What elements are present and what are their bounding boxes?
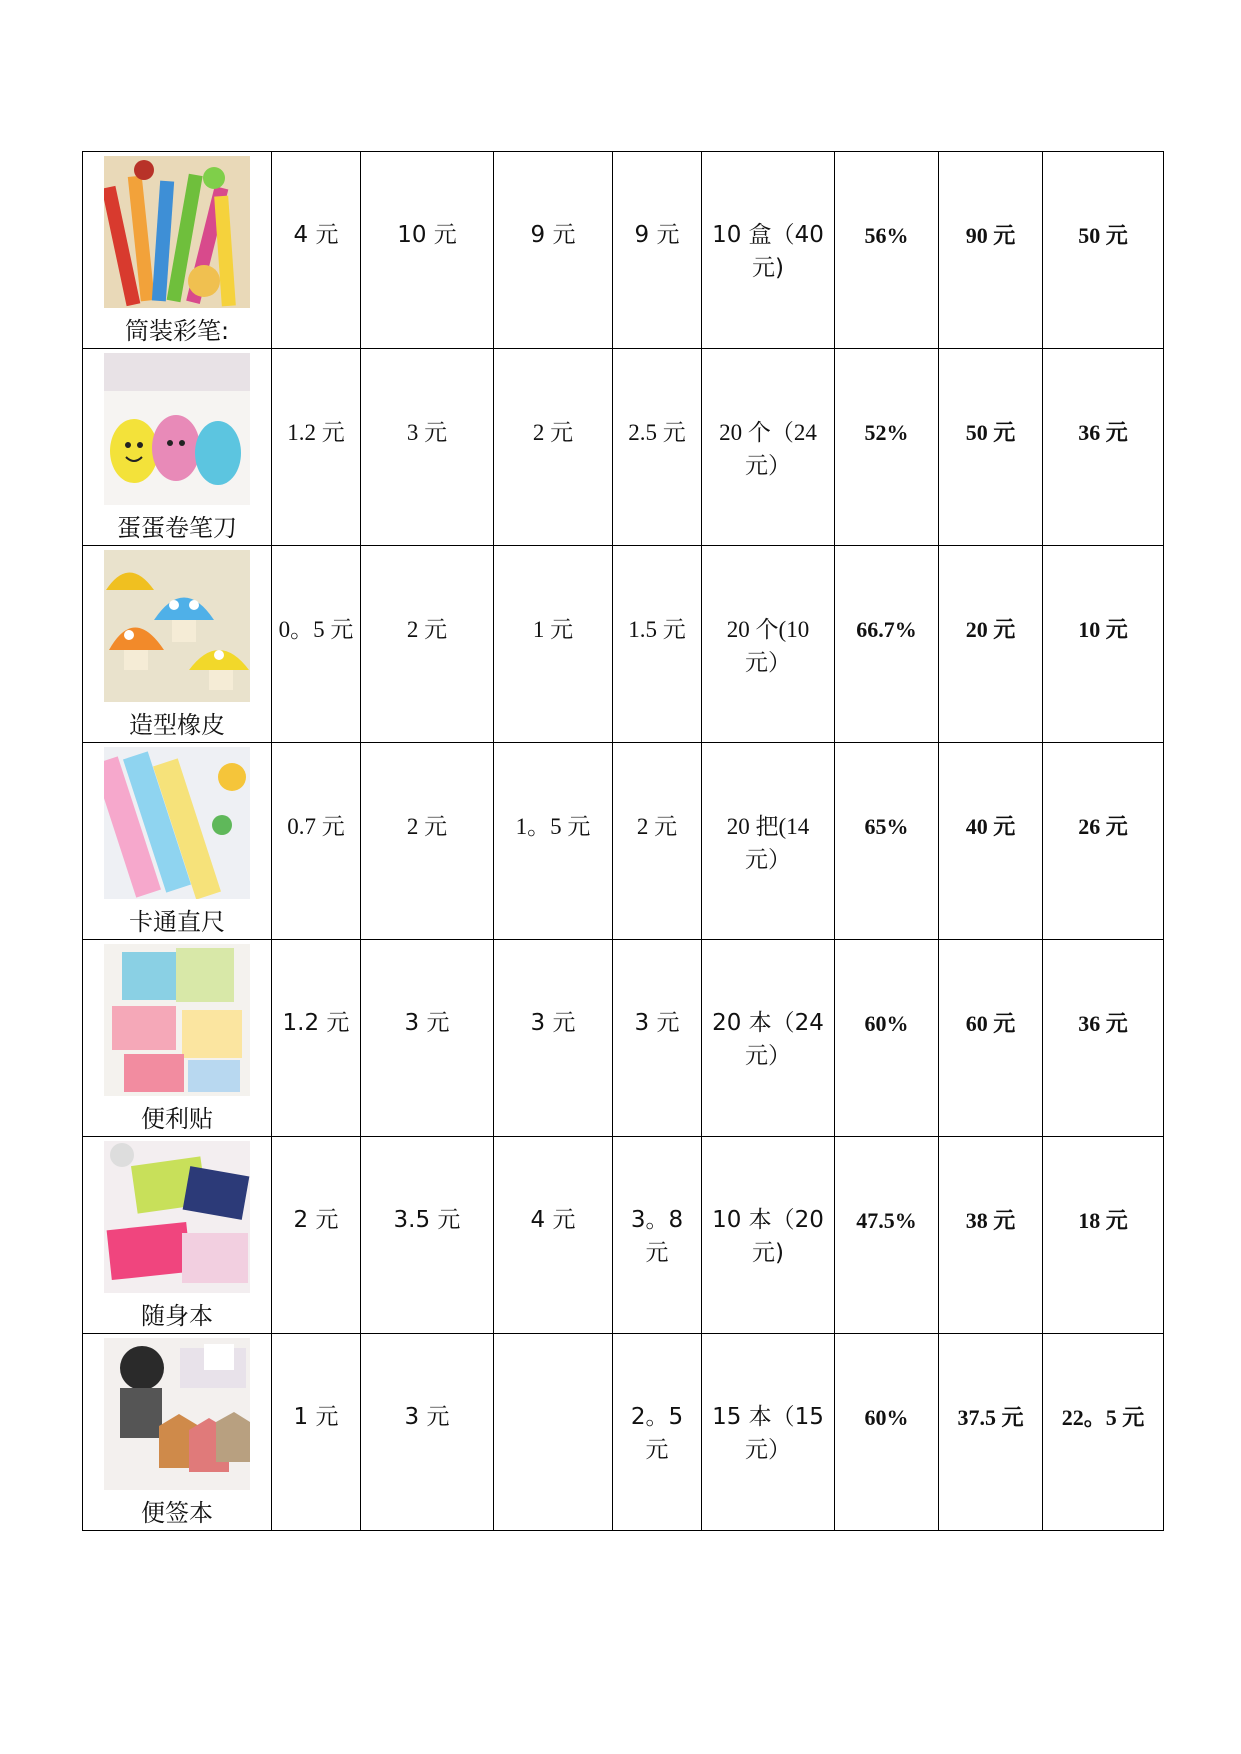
tube-color-pens-icon <box>104 156 250 308</box>
product-name: 随身本 <box>141 1302 213 1330</box>
table-row <box>83 349 1164 546</box>
cell-text: 38 元 <box>965 1208 1016 1233</box>
cell-text: 60% <box>864 1405 909 1430</box>
cell-text: 52% <box>864 420 909 445</box>
unit-price-cell <box>361 349 494 546</box>
product-name: 筒装彩笔: <box>124 317 230 345</box>
unit-price-cell <box>361 940 494 1137</box>
profit-rate-cell <box>835 940 939 1137</box>
cell-text: 10 元 <box>1078 617 1128 642</box>
product-name: 便利贴 <box>141 1105 213 1133</box>
cell-text: 90 元 <box>965 223 1016 248</box>
cell-text: 20 元 <box>965 617 1016 642</box>
sale-price-cell <box>613 940 702 1137</box>
sale-price-cell <box>613 349 702 546</box>
product-cell <box>83 940 272 1137</box>
cell-text: 3。8 元 <box>630 1207 684 1266</box>
product-cell <box>83 349 272 546</box>
cost-cell <box>272 349 361 546</box>
cell-text: 66.7% <box>856 617 917 642</box>
product-pricing-table <box>82 151 1164 1531</box>
cell-text: 4 元 <box>530 1207 576 1233</box>
quantity-cell <box>702 743 835 940</box>
cell-text: 10 本（20 元) <box>712 1207 824 1266</box>
table-row <box>83 940 1164 1137</box>
mushroom-eraser-icon <box>104 550 250 702</box>
profit-cell <box>1043 349 1164 546</box>
profit-rate-cell <box>835 546 939 743</box>
table-row <box>83 1137 1164 1334</box>
table-row <box>83 743 1164 940</box>
cell-text: 20 个(10 元） <box>726 617 810 675</box>
cost-cell <box>272 940 361 1137</box>
cell-text: 47.5% <box>856 1208 917 1233</box>
revenue-cell <box>939 546 1043 743</box>
cell-text: 4 元 <box>293 222 339 248</box>
product-cell <box>83 743 272 940</box>
quantity-cell <box>702 546 835 743</box>
cell-text: 2 元 <box>636 814 678 839</box>
product-cell <box>83 1137 272 1334</box>
cell-text: 1 元 <box>293 1404 339 1430</box>
profit-cell <box>1043 152 1164 349</box>
product-name: 蛋蛋卷笔刀 <box>117 514 237 542</box>
profit-rate-cell <box>835 152 939 349</box>
cell-text: 3 元 <box>634 1010 680 1036</box>
profit-cell <box>1043 546 1164 743</box>
market-price-cell <box>494 546 613 743</box>
memo-pad-icon <box>104 1338 250 1490</box>
product-name: 卡通直尺 <box>129 908 225 936</box>
pocket-notebook-icon <box>104 1141 250 1293</box>
cell-text: 2 元 <box>406 814 448 839</box>
market-price-cell <box>494 1334 613 1531</box>
cell-text: 0.7 元 <box>287 814 345 839</box>
market-price-cell <box>494 940 613 1137</box>
unit-price-cell <box>361 1137 494 1334</box>
market-price-cell <box>494 152 613 349</box>
sale-price-cell <box>613 152 702 349</box>
cell-text: 10 盒（40 元) <box>712 222 824 281</box>
cell-text: 15 本（15 元） <box>712 1404 824 1463</box>
cell-text: 18 元 <box>1078 1208 1128 1233</box>
revenue-cell <box>939 743 1043 940</box>
cell-text: 2 元 <box>293 1207 339 1233</box>
market-price-cell <box>494 743 613 940</box>
table-row <box>83 152 1164 349</box>
cell-text: 60% <box>864 1011 909 1036</box>
cell-text: 50 元 <box>1078 223 1128 248</box>
cell-text: 20 本（24 元） <box>712 1010 824 1069</box>
profit-cell <box>1043 1334 1164 1531</box>
cell-text: 37.5 元 <box>957 1405 1024 1430</box>
cost-cell <box>272 1137 361 1334</box>
cost-cell <box>272 152 361 349</box>
cell-text: 22。5 元 <box>1061 1405 1145 1430</box>
revenue-cell <box>939 940 1043 1137</box>
profit-rate-cell <box>835 1137 939 1334</box>
cell-text: 1.5 元 <box>628 617 686 642</box>
cell-text: 3 元 <box>404 1404 450 1430</box>
cell-text: 2.5 元 <box>628 420 686 445</box>
unit-price-cell <box>361 1334 494 1531</box>
sale-price-cell <box>613 546 702 743</box>
sale-price-cell <box>613 1137 702 1334</box>
table-row <box>83 1334 1164 1531</box>
product-cell <box>83 1334 272 1531</box>
sale-price-cell <box>613 1334 702 1531</box>
quantity-cell <box>702 349 835 546</box>
cell-text: 3 元 <box>530 1010 576 1036</box>
cell-text: 36 元 <box>1078 1011 1128 1036</box>
cartoon-ruler-icon <box>104 747 250 899</box>
cell-text: 60 元 <box>965 1011 1016 1036</box>
sale-price-cell <box>613 743 702 940</box>
market-price-cell <box>494 1137 613 1334</box>
unit-price-cell <box>361 152 494 349</box>
cell-text: 3 元 <box>406 420 448 445</box>
cell-text: 65% <box>864 814 909 839</box>
cell-text: 20 把(14 元） <box>726 814 810 872</box>
cell-text: 2。5 元 <box>630 1404 684 1463</box>
cell-text: 3 元 <box>404 1010 450 1036</box>
cost-cell <box>272 546 361 743</box>
revenue-cell <box>939 1334 1043 1531</box>
quantity-cell <box>702 1137 835 1334</box>
profit-cell <box>1043 1137 1164 1334</box>
product-name: 造型橡皮 <box>129 711 225 739</box>
product-cell <box>83 546 272 743</box>
cost-cell <box>272 743 361 940</box>
cell-text: 50 元 <box>965 420 1016 445</box>
cell-text: 1.2 元 <box>287 420 345 445</box>
profit-cell <box>1043 743 1164 940</box>
cell-text: 9 元 <box>530 222 576 248</box>
revenue-cell <box>939 349 1043 546</box>
cell-text: 36 元 <box>1078 420 1128 445</box>
cell-text: 2 元 <box>532 420 574 445</box>
cell-text: 26 元 <box>1078 814 1128 839</box>
unit-price-cell <box>361 546 494 743</box>
cost-cell <box>272 1334 361 1531</box>
quantity-cell <box>702 940 835 1137</box>
egg-sharpener-icon <box>104 353 250 505</box>
cell-text: 0。5 元 <box>278 617 354 642</box>
quantity-cell <box>702 1334 835 1531</box>
product-cell <box>83 152 272 349</box>
revenue-cell <box>939 1137 1043 1334</box>
profit-cell <box>1043 940 1164 1137</box>
cell-text <box>494 1334 612 1401</box>
cell-text: 40 元 <box>965 814 1016 839</box>
sticky-notes-icon <box>104 944 250 1096</box>
cell-text: 1.2 元 <box>282 1010 350 1036</box>
quantity-cell <box>702 152 835 349</box>
unit-price-cell <box>361 743 494 940</box>
cell-text: 9 元 <box>634 222 680 248</box>
cell-text: 20 个（24 元） <box>719 420 817 478</box>
profit-rate-cell <box>835 1334 939 1531</box>
cell-text: 10 元 <box>397 222 457 248</box>
product-name: 便签本 <box>141 1499 213 1527</box>
cell-text: 56% <box>864 223 909 248</box>
cell-text: 1。5 元 <box>515 814 591 839</box>
profit-rate-cell <box>835 349 939 546</box>
revenue-cell <box>939 152 1043 349</box>
market-price-cell <box>494 349 613 546</box>
cell-text: 3.5 元 <box>393 1207 461 1233</box>
table-row <box>83 546 1164 743</box>
cell-text: 1 元 <box>532 617 574 642</box>
profit-rate-cell <box>835 743 939 940</box>
cell-text: 2 元 <box>406 617 448 642</box>
